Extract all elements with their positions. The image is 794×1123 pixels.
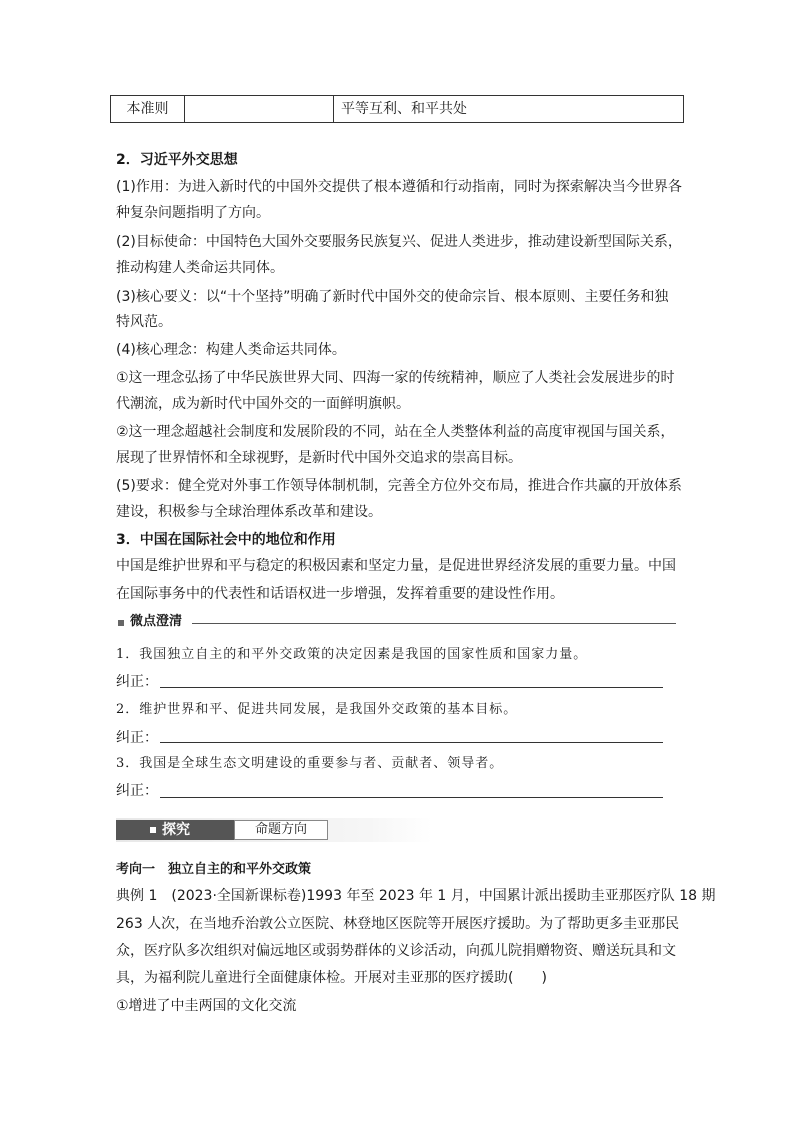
section-heading-china-status: 3．中国在国际社会中的地位和作用 bbox=[116, 532, 336, 548]
paragraph-line: 代潮流，成为新时代中国外交的一面鲜明旗帜。 bbox=[116, 396, 410, 412]
answer-blank-line[interactable] bbox=[160, 686, 663, 688]
table-cell-empty bbox=[184, 96, 334, 122]
paragraph-line: (2)目标使命：中国特色大国外交要服务民族复兴、促进人类进步，推动建设新型国际关系， bbox=[116, 234, 682, 250]
paragraph-line: 推动构建人类命运共同体。 bbox=[116, 260, 284, 276]
tab-proposition-direction: 命题方向 bbox=[234, 820, 328, 840]
correct-label: 纠正： bbox=[116, 674, 158, 690]
paragraph-line: ②这一理念超越社会制度和发展阶段的不同，站在全人类整体利益的高度审视国与国关系， bbox=[116, 424, 675, 440]
clarify-item: 1．我国独立自主的和平外交政策的决定因素是我国的国家性质和国家力量。 bbox=[116, 647, 588, 662]
example-line: 具，为福利院儿童进行全面健康体检。开展对圭亚那的医疗援助( ) bbox=[116, 970, 547, 986]
square-bullet-icon bbox=[150, 827, 156, 833]
table-cell-content: 平等互利、和平共处 bbox=[341, 101, 467, 117]
paragraph-line: (3)核心要义：以“十个坚持”明确了新时代中国外交的使命宗旨、根本原则、主要任务和独 bbox=[116, 289, 669, 305]
clarify-label: 微点澄清 bbox=[130, 614, 183, 629]
paragraph-line: (5)要求：健全党对外事工作领导体制机制，完善全方位外交布局，推进合作共赢的开放体系 bbox=[116, 478, 682, 494]
example-line: 众，医疗队多次组织对偏远地区或弱势群体的义诊活动，向孤儿院捐赠物资、赠送玩具和文 bbox=[116, 943, 676, 959]
square-bullet-icon bbox=[118, 620, 124, 626]
paragraph-line: 种复杂问题指明了方向。 bbox=[116, 205, 270, 221]
clarify-item: 2．维护世界和平、促进共同发展，是我国外交政策的基本目标。 bbox=[116, 702, 518, 717]
answer-blank-line[interactable] bbox=[160, 741, 663, 743]
paragraph-line: 中国是维护世界和平与稳定的积极因素和坚定力量，是促进世界经济发展的重要力量。中国 bbox=[116, 558, 676, 574]
paragraph-line: (4)核心理念：构建人类命运共同体。 bbox=[116, 342, 346, 358]
correct-label: 纠正： bbox=[116, 730, 158, 746]
correct-label: 纠正： bbox=[116, 783, 158, 799]
example-line: 263 人次，在当地乔治敦公立医院、林登地区医院等开展医疗援助。为了帮助更多圭亚那民 bbox=[116, 916, 680, 932]
paragraph-line: 展现了世界情怀和全球视野，是新时代中国外交追求的崇高目标。 bbox=[116, 450, 522, 466]
paragraph-line: (1)作用：为进入新时代的中国外交提供了根本遵循和行动指南，同时为探索解决当今世界各 bbox=[116, 179, 682, 195]
explore-banner bbox=[116, 818, 432, 842]
answer-blank-line[interactable] bbox=[160, 796, 663, 798]
paragraph-line: 特风范。 bbox=[116, 314, 172, 330]
table-cell-label: 本准则 bbox=[111, 96, 185, 122]
paragraph-line: 建设，积极参与全球治理体系改革和建设。 bbox=[116, 504, 382, 520]
example-line: 典例 1 (2023·全国新课标卷)1993 年至 2023 年 1 月，中国累计派出援助圭亚那医疗队 18 期 bbox=[116, 888, 716, 904]
direction-heading: 考向一 独立自主的和平外交政策 bbox=[116, 862, 312, 877]
clarify-section-bar bbox=[116, 615, 676, 631]
paragraph-line: 在国际事务中的代表性和话语权进一步增强，发挥着重要的建设性作用。 bbox=[116, 586, 564, 602]
divider bbox=[192, 623, 676, 624]
section-heading-xi-diplomacy: 2．习近平外交思想 bbox=[116, 152, 238, 168]
principle-table-row bbox=[110, 95, 684, 123]
explore-label: 探究 bbox=[162, 822, 190, 838]
explore-label-box bbox=[116, 820, 234, 840]
example-line: ①增进了中圭两国的文化交流 bbox=[116, 998, 297, 1014]
clarify-item: 3．我国是全球生态文明建设的重要参与者、贡献者、领导者。 bbox=[116, 756, 504, 771]
paragraph-line: ①这一理念弘扬了中华民族世界大同、四海一家的传统精神，顺应了人类社会发展进步的时 bbox=[116, 370, 675, 386]
